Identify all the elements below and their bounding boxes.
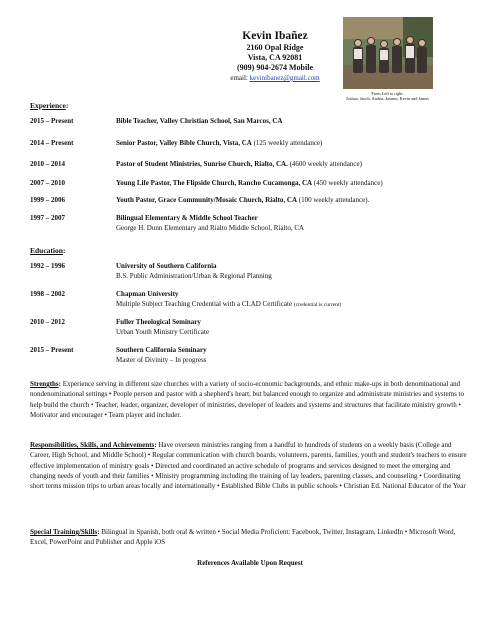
contact-header <box>185 30 365 83</box>
experience-title: Bible Teacher, Valley Christian School, San Marcos, CA <box>116 117 283 125</box>
training-section <box>30 527 470 548</box>
strengths-text: Experience serving in different size churches with a variety of socio-economic backgrounds, and ethnic make-ups in both denominational and nondenominational settings • People person and pastor with a shepherd's heart, but balanced enough to organize and administrate ministries and systems to help build the church • Teacher, leader, organizer, developer of ministries, developer of leaders and systems and structures that facilitate ministry growth • Motivator and encourager • Team player and includer. <box>30 380 464 419</box>
experience-heading-text: Experience <box>30 101 66 110</box>
strengths-label-colon: : <box>58 380 61 388</box>
photo-caption <box>325 91 450 101</box>
responsibilities-label: Responsibilities, Skills, and Achievements <box>30 441 155 449</box>
education-dates: 2015 – Present <box>30 346 74 354</box>
experience-dates: 2015 – Present <box>30 117 74 125</box>
strengths-label: Strengths <box>30 380 59 388</box>
experience-heading-colon: : <box>65 101 69 110</box>
education-degree: Multiple Subject Teaching Credential with a CLAD Certificate <box>116 299 293 308</box>
experience-subtitle: George H. Dunn Elementary and Rialto Middle School, Rialto, CA <box>116 223 305 232</box>
experience-note: (125 weekly attendance) <box>253 139 323 147</box>
references-note: References Available Upon Request <box>197 559 303 567</box>
strengths-section <box>30 379 470 420</box>
family-photo-image <box>343 17 433 89</box>
experience-title: Bilingual Elementary & Middle School Teacher <box>116 214 258 222</box>
training-label-colon: : <box>97 528 100 536</box>
experience-heading <box>30 101 68 110</box>
email-label: email: <box>230 74 248 82</box>
education-heading <box>30 246 65 255</box>
experience-dates: 2010 – 2014 <box>30 160 65 168</box>
experience-title: Young Life Pastor, The Flipside Church, Rancho Cucamonga, CA <box>116 179 313 187</box>
training-label: Special Training/Skills <box>30 528 98 536</box>
education-school: University of Southern California <box>116 262 217 270</box>
experience-dates: 1997 – 2007 <box>30 214 65 222</box>
experience-dates: 2007 – 2010 <box>30 179 65 187</box>
education-dates: 2010 – 2012 <box>30 318 65 326</box>
education-dates: 1992 – 1996 <box>30 262 65 270</box>
experience-title: Senior Pastor, Valley Bible Church, Vista, CA <box>116 139 252 147</box>
education-degree: Master of Divinity – In progress <box>116 355 207 364</box>
experience-note: (450 weekly attendance) <box>313 179 383 187</box>
photo-caption-line-1: From Left to right: <box>371 91 404 96</box>
education-school: Fuller Theological Seminary <box>116 318 201 326</box>
education-school: Chapman University <box>116 290 179 298</box>
education-heading-text: Education <box>30 246 63 255</box>
responsibilities-text: Have overseen ministries ranging from a handful to hundreds of students on a weekly basis (College and Career, High School, and Middle School) • Regular communication with church boards, volunteers, parents, families, youth and student's teachers to ensure effective implementation of ministry goals • Directed and coordinated an active schedule of programs and services designed to meet the emerging and changing needs of youth and their families • Ministry programming including the training of lay leaders, parenting classes, and counseling • Coordinating short terms mission trips to urban areas locally and internationally • Established Bible Clubs in public schools • Christian Ed. National Educator of the Year <box>30 441 467 491</box>
family-photo <box>343 17 433 89</box>
education-dates: 1998 – 2002 <box>30 290 65 298</box>
email-link[interactable]: kevinibanez@gmail.com <box>249 74 320 82</box>
education-degree: Urban Youth Ministry Certificate <box>116 327 209 336</box>
education-degree: B.S. Public Administration/Urban & Regional Planning <box>116 271 272 280</box>
education-heading-colon: : <box>62 246 66 255</box>
responsibilities-section <box>30 440 470 491</box>
phone: (909) 904-2674 Mobile <box>237 63 313 72</box>
experience-dates: 2014 – Present <box>30 139 74 147</box>
candidate-name: Kevin Ibañez <box>242 30 308 42</box>
email-line <box>185 73 365 83</box>
responsibilities-label-colon: : <box>154 441 157 449</box>
address-line-1: 2160 Opal Ridge <box>246 43 304 52</box>
experience-title: Youth Pastor, Grace Community/Mosaic Church, Rialto, CA <box>116 196 298 204</box>
training-text: Bilingual in Spanish, both oral & written • Social Media Proficient: Facebook, Twitter, Instagram, LinkedIn • Microsoft Word, Excel, PowerPoint and Publisher and Apple iOS <box>30 528 456 547</box>
experience-note: (100 weekly attendance). <box>298 196 370 204</box>
experience-dates: 1999 – 2006 <box>30 196 65 204</box>
education-note: (credential is current) <box>293 301 342 308</box>
experience-note: (4600 weekly attendance) <box>289 160 362 168</box>
education-school: Southern California Seminary <box>116 346 207 354</box>
experience-title: Pastor of Student Ministries, Sunrise Church, Rialto, CA. <box>116 160 288 168</box>
address-line-2: Vista, CA 92081 <box>247 53 303 62</box>
photo-caption-line-2: Joshua, Jacob, Andria, Jasmin, Kevin and James <box>345 96 430 101</box>
